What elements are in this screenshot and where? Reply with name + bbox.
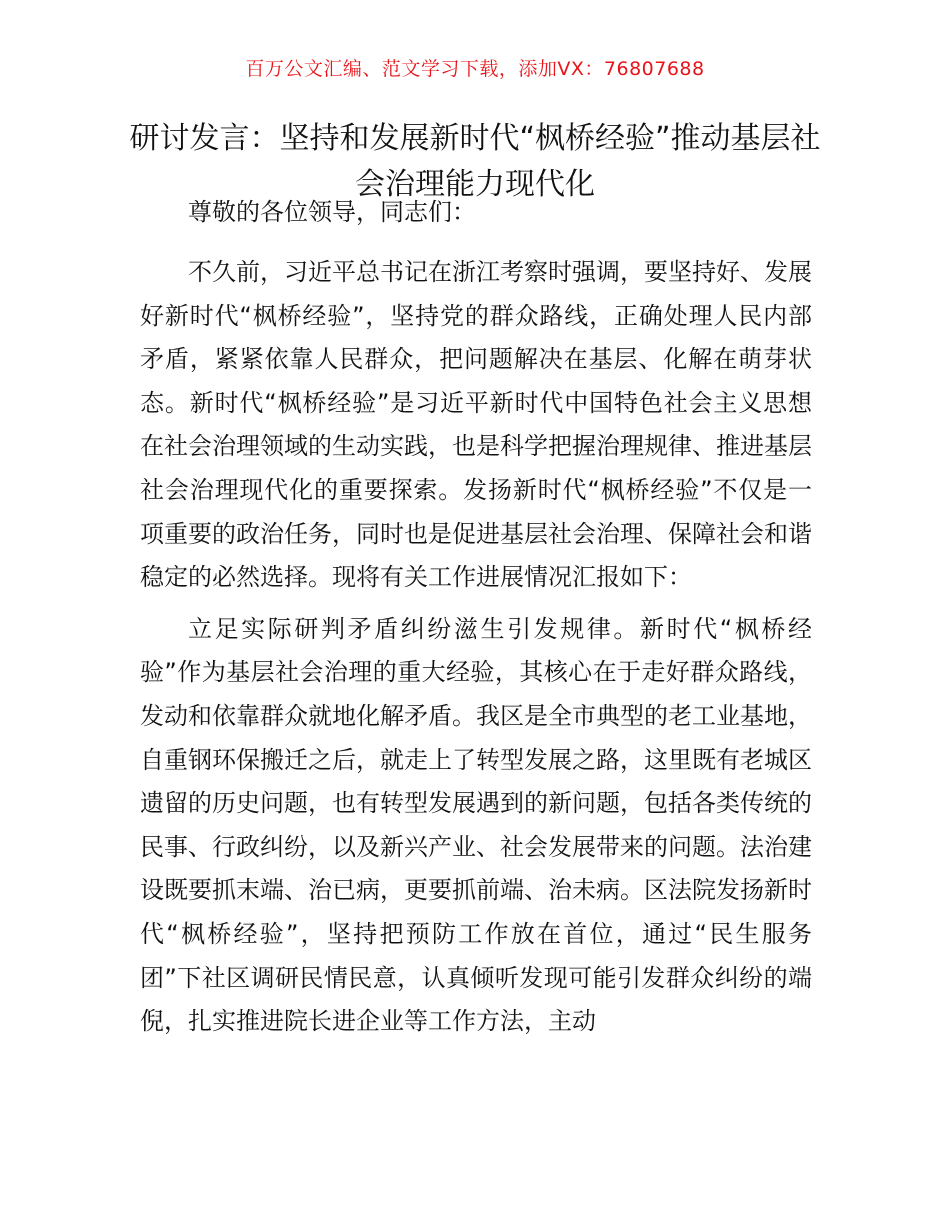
- document-title: 研讨发言：坚持和发展新时代“枫桥经验”推动基层社会治理能力现代化: [129, 121, 821, 202]
- body-paragraph: 立足实际研判矛盾纠纷滋生引发规律。新时代“枫桥经验”作为基层社会治理的重大经验，其核心在于走好群众路线，发动和依靠群众就地化解矛盾。我区是全市典型的老工业基地，自重钢环保搬迁之后，就走上了转型发展之路，这里既有老城区遗留的历史问题，也有转型发展遇到的新问题，包括各类传统的民事、行政纠纷，以及新兴产业、社会发展带来的问题。法治建设既要抓末端、治已病，更要抓前端、治未病。区法院发扬新时代“枫桥经验”，坚持把预防工作放在首位，通过“民生服务团”下社区调研民情民意，认真倾听发现可能引发群众纠纷的端倪，扎实推进院长进企业等工作方法，主动: [140, 614, 812, 1036]
- header-watermark: 百万公文汇编、范文学习下载，添加VX：76807688: [245, 58, 705, 80]
- salutation: 尊敬的各位领导，同志们：: [188, 198, 476, 226]
- document-body: [140, 190, 812, 1044]
- body-paragraph: 不久前，习近平总书记在浙江考察时强调，要坚持好、发展好新时代“枫桥经验”，坚持党的群众路线，正确处理人民内部矛盾，紧紧依靠人民群众，把问题解决在基层、化解在萌芽状态。新时代“枫桥经验”是习近平新时代中国特色社会主义思想在社会治理领域的生动实践，也是科学把握治理规律、推进基层社会治理现代化的重要探索。发扬新时代“枫桥经验”不仅是一项重要的政治任务，同时也是促进基层社会治理、保障社会和谐稳定的必然选择。现将有关工作进展情况汇报如下：: [140, 258, 812, 592]
